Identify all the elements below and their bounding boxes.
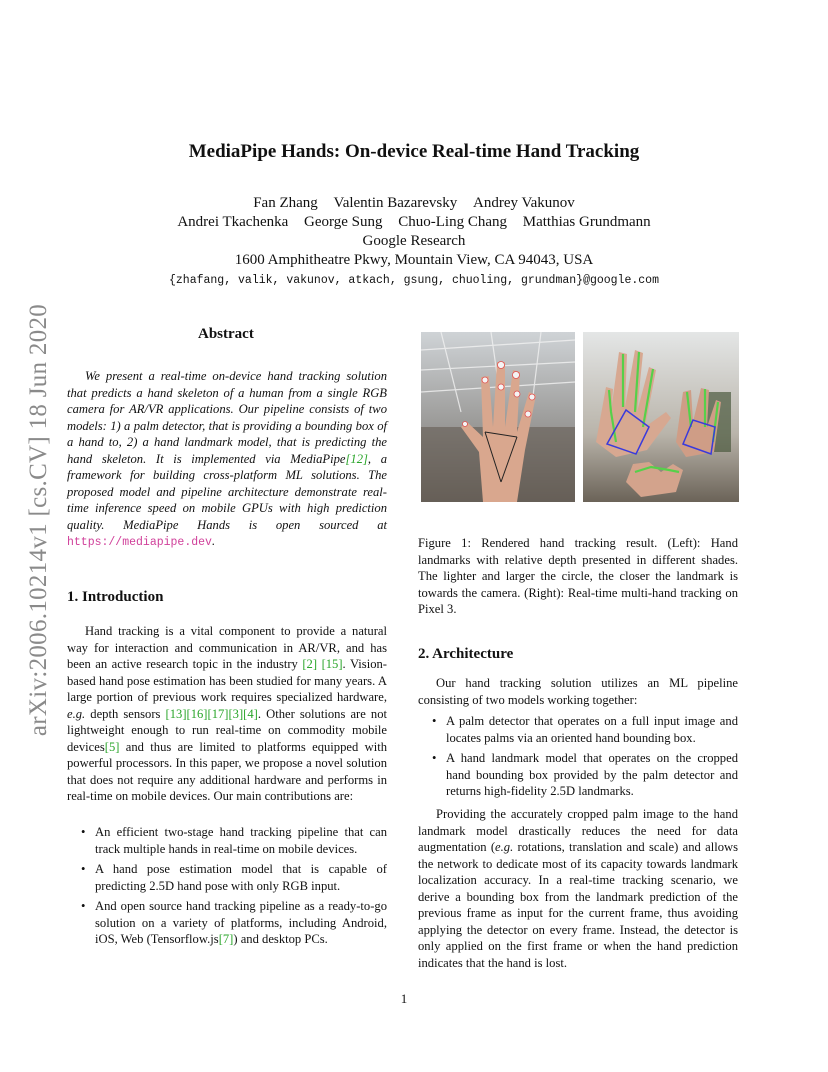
citation-link[interactable]: [15] <box>321 657 343 671</box>
architecture-paragraph-2: Providing the accurately cropped palm image to the hand landmark model drastically reduces the need for data augmentation (e.g. rotations, translation and scale) and allows the network to dedicate most of its capacity towards landmark localization accuracy. In a real-time tracking scenario, we derive a bounding box from the landmark prediction of the previous frame as input for the current frame, thus avoiding applying the detector on every frame. Instead, the detector is only applied on the first frame or when the hand prediction indicates that the hand is lost. <box>418 807 739 970</box>
list-item: • And open source hand tracking pipeline as a ready-to-go solution on a variety of platforms, including Android, iOS, Web (Tensorflow.js[7]) and desktop PCs. <box>95 898 387 948</box>
author: Andrey Vakunov <box>473 195 575 211</box>
authors-line-1 <box>0 195 828 212</box>
affiliation: Google Research <box>362 233 466 249</box>
author: Matthias Grundmann <box>522 214 651 230</box>
introduction-paragraph: Hand tracking is a vital component to provide a natural way for interaction and communication in AR/VR, and has been an active research topic in the industry [2] [15]. Vision-based hand pose estimation has been studied for many years. A large portion of previous work requires specialized hardware, e.g. depth sensors [13][16][17][3][4]. Other solutions are not lightweight enough to run real-time on commodity mobile devices[5] and thus are limited to platforms equipped with powerful processors. In this paper, we propose a novel solution that does not require any additional hardware and performs in real-time on mobile devices. Our main contributions are: <box>67 624 387 803</box>
list-item: • A hand landmark model that operates on the cropped hand bounding box provided by the palm detector and returns high-fidelity 2.5D landmarks. <box>446 750 738 800</box>
address: 1600 Amphitheatre Pkwy, Mountain View, CA 94043, USA <box>234 252 594 268</box>
citation-link[interactable]: [5] <box>104 739 120 754</box>
arxiv-id: arXiv:2006.10214v1 [cs.CV] 18 Jun 2020 <box>25 303 52 737</box>
section-heading-introduction: 1. Introduction <box>67 589 164 605</box>
list-item: • A hand pose estimation model that is capable of predicting 2.5D hand pose with only RGB input. <box>95 861 387 894</box>
author: Chuo-Ling Chang <box>398 214 507 230</box>
author-emails: {zhafang, valik, vakunov, atkach, gsung, chuoling, grundman}@google.com <box>169 274 659 287</box>
right-photo <box>583 332 739 502</box>
architecture-paragraph-1: Our hand tracking solution utilizes an ML pipeline consisting of two models working together: <box>418 676 738 707</box>
abstract-heading: Abstract <box>198 326 254 342</box>
list-item: • A palm detector that operates on a full input image and locates palms via an oriented hand bounding box. <box>446 713 738 746</box>
citation-link[interactable]: [7] <box>218 932 234 946</box>
abstract-text: We present a real-time on-device hand tracking solution that predicts a hand skeleton of a human from a single RGB camera for AR/VR applications. Our pipeline consists of two models: 1) a palm detector, that is providing a bounding box of a hand to, 2) a hand landmark model, that is predicting the hand skeleton. It is implemented via MediaPipe[12], a framework for building cross-platform ML solutions. The proposed model and pipeline architecture demonstrate real-time inference speed on mobile GPUs with high prediction quality. MediaPipe Hands is open sourced at https://mediapipe.dev. <box>67 369 387 549</box>
pipeline-models-list <box>418 707 738 804</box>
figure-1-images <box>421 332 739 502</box>
left-photo <box>421 332 575 502</box>
citation-link[interactable]: [12] <box>345 451 368 466</box>
figure-1-caption: Figure 1: Rendered hand tracking result. (Left): Hand landmarks with relative depth presented in different shades. The lighter and larger the circle, the closer the landmark is towards the camera. (Right): Real-time multi-hand tracking on Pixel 3. <box>418 536 738 616</box>
authors-line-2 <box>0 214 828 231</box>
paper-title: MediaPipe Hands: On-device Real-time Hand Tracking <box>188 141 640 162</box>
page-number: 1 <box>400 991 408 1006</box>
arxiv-sidebar <box>14 290 64 750</box>
contributions-list <box>67 818 387 952</box>
mediapipe-link[interactable]: https://mediapipe.dev <box>67 536 212 549</box>
author: George Sung <box>304 214 383 230</box>
section-heading-architecture: 2. Architecture <box>418 646 514 662</box>
author: Fan Zhang <box>253 195 318 211</box>
author: Andrei Tkachenka <box>177 214 289 230</box>
citation-link[interactable]: [13][16][17][3][4] <box>165 706 258 721</box>
citation-link[interactable]: [2] <box>302 657 318 671</box>
author: Valentin Bazarevsky <box>333 195 458 211</box>
list-item: • An efficient two-stage hand tracking pipeline that can track multiple hands in real-time on mobile devices. <box>95 824 387 857</box>
